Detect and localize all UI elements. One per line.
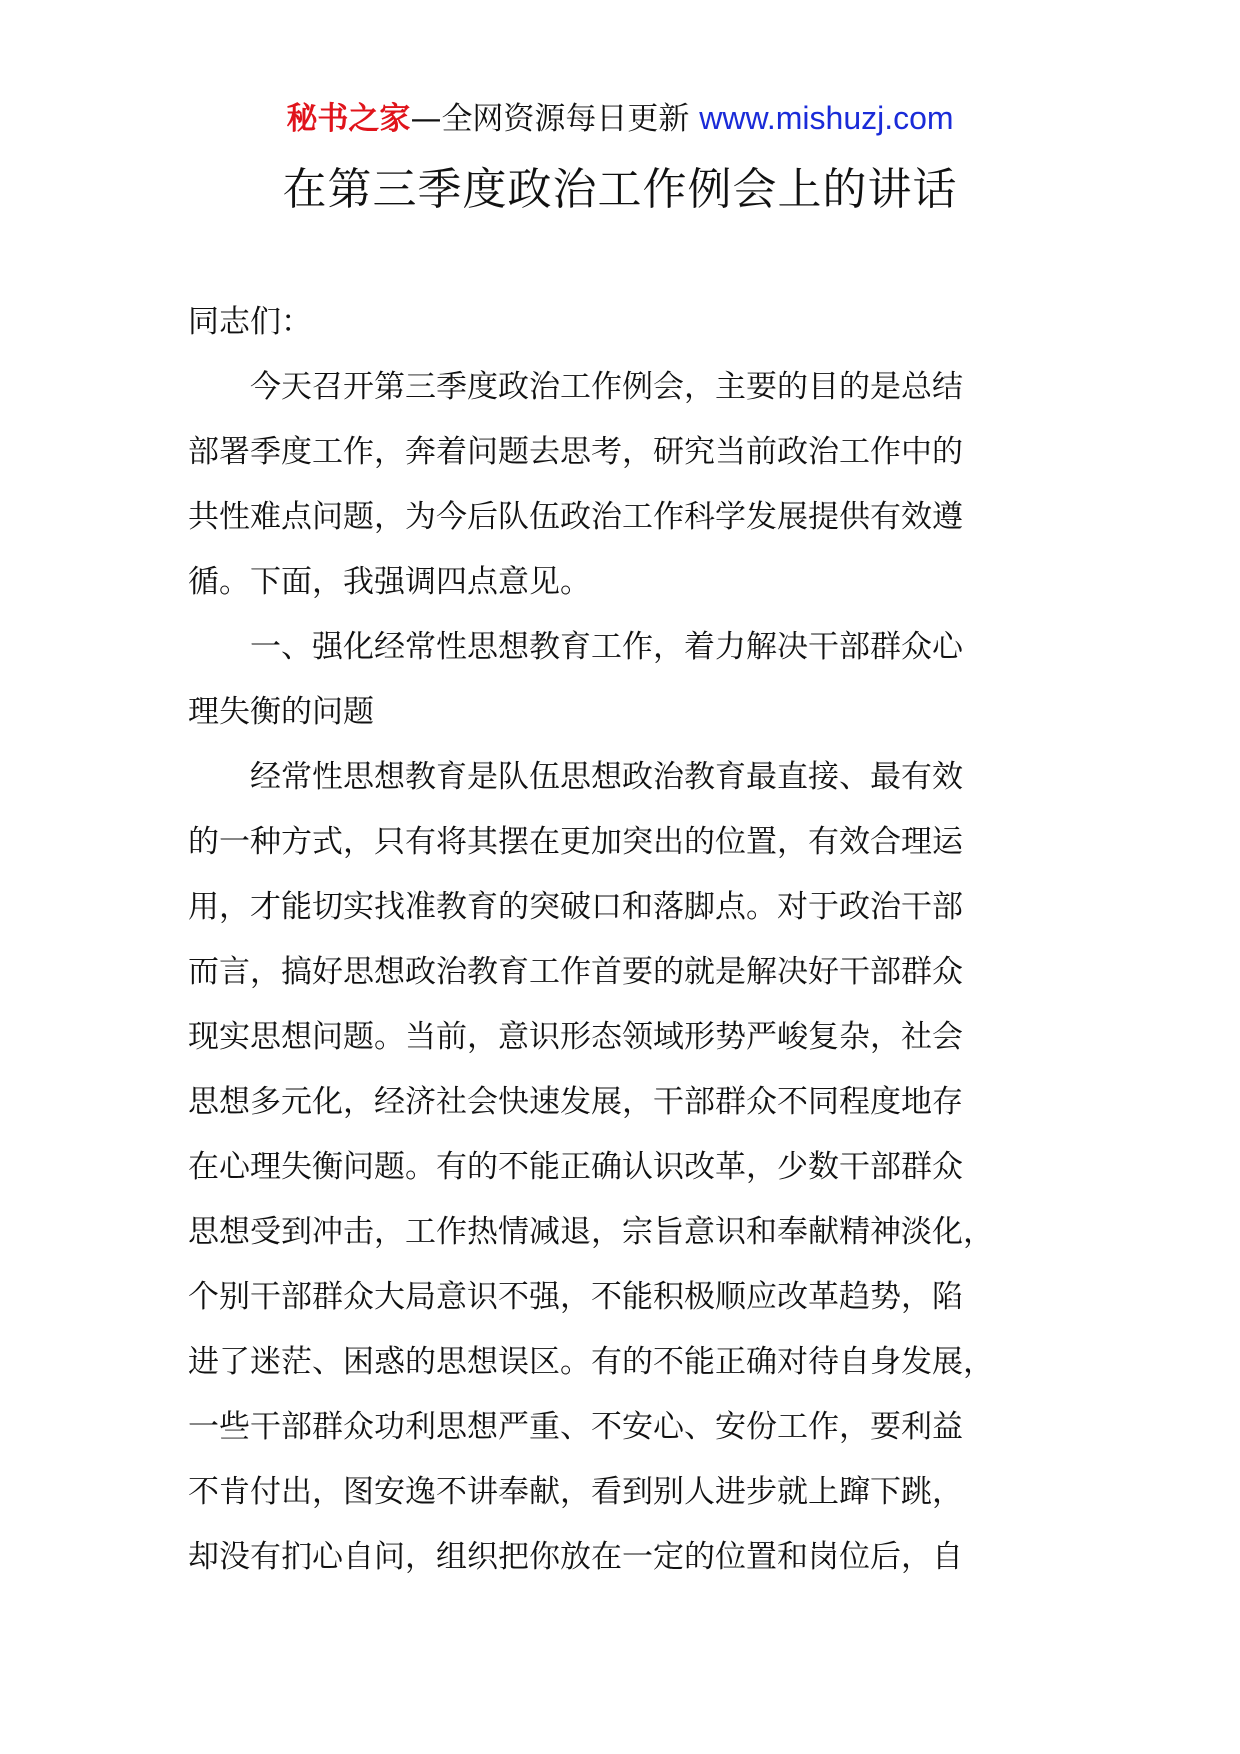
section-paragraph xyxy=(188,745,1058,1590)
paragraph-line: 而言，搞好思想政治教育工作首要的就是解决好干部群众 xyxy=(188,954,963,990)
paragraph-line: 经常性思想教育是队伍思想政治教育最直接、最有效 xyxy=(250,759,963,795)
site-url-link[interactable]: www.mishuzj.com xyxy=(699,100,954,136)
paragraph-line: 部署季度工作，奔着问题去思考，研究当前政治工作中的 xyxy=(188,434,963,470)
paragraph-line: 却没有扪心自问，组织把你放在一定的位置和岗位后，自 xyxy=(188,1539,963,1575)
salutation: 同志们： xyxy=(188,304,312,340)
paragraph-line: 现实思想问题。当前，意识形态领域形势严峻复杂，社会 xyxy=(188,1019,963,1055)
paragraph-line: 思想受到冲击，工作热情减退，宗旨意识和奉献精神淡化， xyxy=(188,1214,994,1250)
document-body xyxy=(188,290,1058,1590)
paragraph-line: 不肯付出，图安逸不讲奉献，看到别人进步就上蹿下跳， xyxy=(188,1474,963,1510)
section-heading xyxy=(188,615,1058,745)
paragraph-line: 用，才能切实找准教育的突破口和落脚点。对于政治干部 xyxy=(188,889,963,925)
heading-line: 理失衡的问题 xyxy=(188,694,374,730)
paragraph-line: 一些干部群众功利思想严重、不安心、安份工作，要利益 xyxy=(188,1409,963,1445)
heading-line: 一、强化经常性思想教育工作，着力解决干部群众心 xyxy=(250,629,963,665)
brand-name: 秘书之家 xyxy=(286,101,411,137)
site-banner xyxy=(0,98,1240,139)
intro-paragraph xyxy=(188,355,1058,615)
banner-tagline: —全网资源每日更新 xyxy=(410,101,700,137)
paragraph-line: 的一种方式，只有将其摆在更加突出的位置，有效合理运 xyxy=(188,824,963,860)
paragraph-line: 个别干部群众大局意识不强，不能积极顺应改革趋势，陷 xyxy=(188,1279,963,1315)
paragraph-line: 思想多元化，经济社会快速发展，干部群众不同程度地存 xyxy=(188,1084,963,1120)
paragraph-line: 进了迷茫、困惑的思想误区。有的不能正确对待自身发展， xyxy=(188,1344,994,1380)
paragraph-line: 在心理失衡问题。有的不能正确认识改革，少数干部群众 xyxy=(188,1149,963,1185)
document-title: 在第三季度政治工作例会上的讲话 xyxy=(282,164,958,215)
paragraph-line: 今天召开第三季度政治工作例会，主要的目的是总结 xyxy=(250,369,963,405)
paragraph-line: 共性难点问题，为今后队伍政治工作科学发展提供有效遵 xyxy=(188,499,963,535)
paragraph-line: 循。下面，我强调四点意见。 xyxy=(188,564,591,600)
